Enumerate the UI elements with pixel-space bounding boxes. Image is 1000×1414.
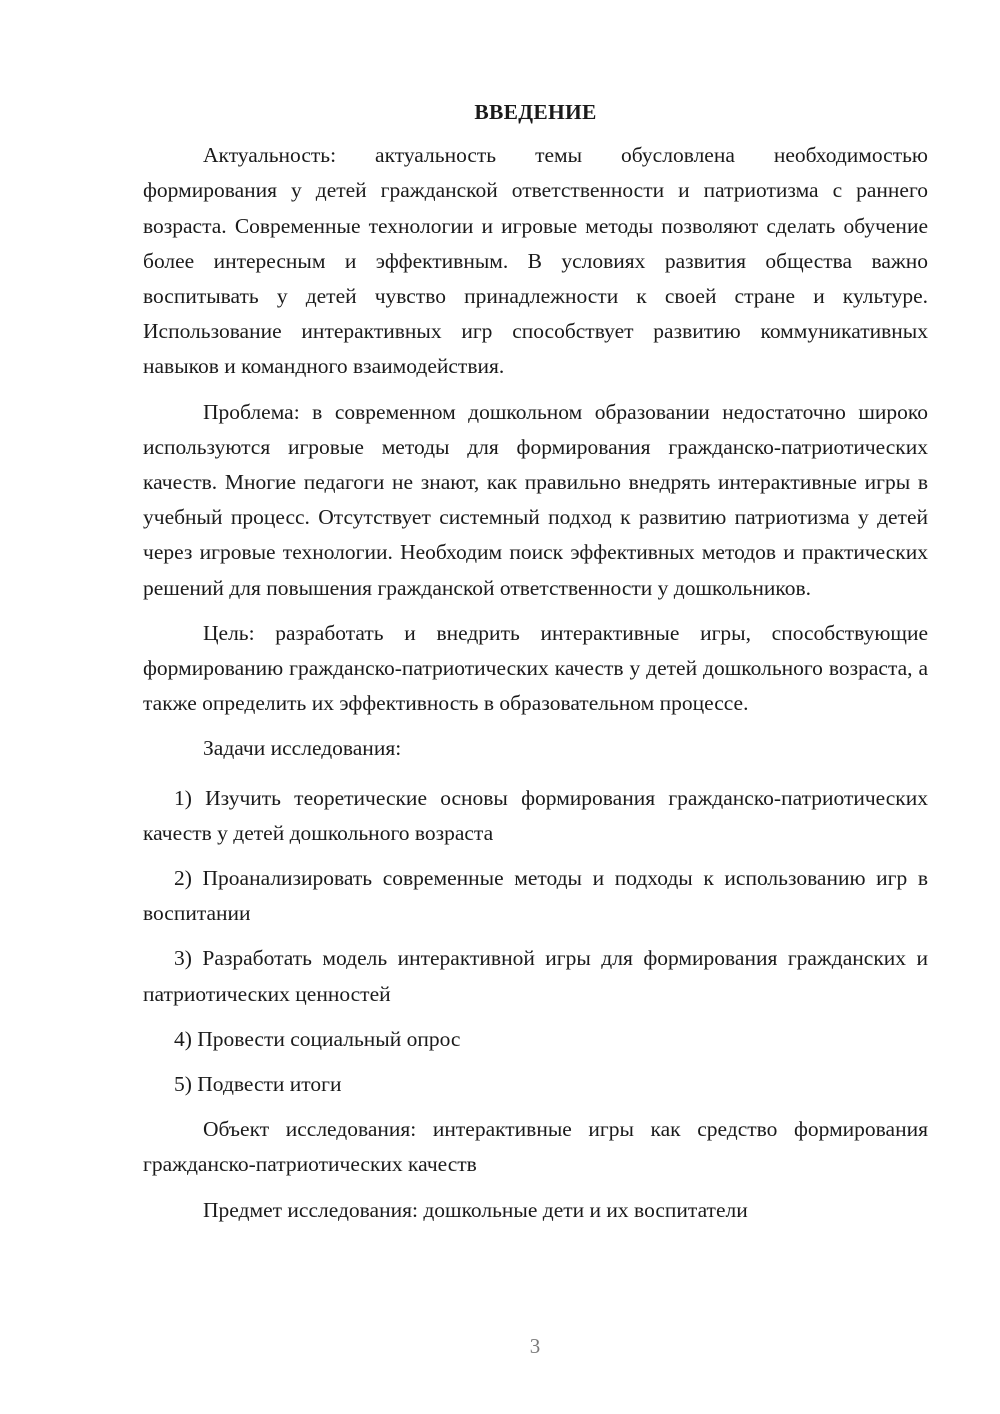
list-item: 5) Подвести итоги xyxy=(174,1072,342,1097)
list-item: 3) Разработать модель интерактивной игры для формирования гражданских и патриотических ценностей xyxy=(143,946,928,1006)
page-title: ВВЕДЕНИЕ xyxy=(474,100,597,124)
tasks-list xyxy=(143,781,928,1103)
list-item: 2) Проанализировать современные методы и подходы к использованию игр в воспитании xyxy=(143,866,928,926)
page-number: 3 xyxy=(529,1334,541,1358)
problem-paragraph: Проблема: в современном дошкольном образовании недостаточно широко используются игровые методы для формирования гражданско-патриотических качеств. Многие педагоги не знают, как правильно внедрять интерактивные игры в учебный процесс. Отсутствует системный подход к развитию патриотизма у детей через игровые технологии. Необходим поиск эффективных методов и практических решений для повышения гражданской ответственности у дошкольников. xyxy=(143,399,928,600)
document-page xyxy=(143,95,928,1228)
object-paragraph: Объект исследования: интерактивные игры как средство формирования гражданско-патриотических качеств xyxy=(143,1117,928,1177)
goal-paragraph: Цель: разработать и внедрить интерактивные игры, способствующие формированию гражданско-патриотических качеств у детей дошкольного возраста, а также определить их эффективность в образовательном процессе. xyxy=(143,620,928,716)
relevance-paragraph: Актуальность: актуальность темы обусловлена необходимостью формирования у детей гражданской ответственности и патриотизма с раннего возраста. Современные технологии и игровые методы позволяют сделать обучение более интересным и эффективным. В условиях развития общества важно воспитывать у детей чувство принадлежности к своей стране и культуре. Использование интерактивных игр способствует развитию коммуникативных навыков и командного взаимодействия. xyxy=(143,143,928,379)
list-item: 4) Провести социальный опрос xyxy=(174,1026,461,1051)
subject-paragraph: Предмет исследования: дошкольные дети и их воспитатели xyxy=(203,1197,748,1222)
tasks-heading: Задачи исследования: xyxy=(203,736,402,761)
list-item: 1) Изучить теоретические основы формирования гражданско-патриотических качеств у детей дошкольного возраста xyxy=(143,785,928,845)
